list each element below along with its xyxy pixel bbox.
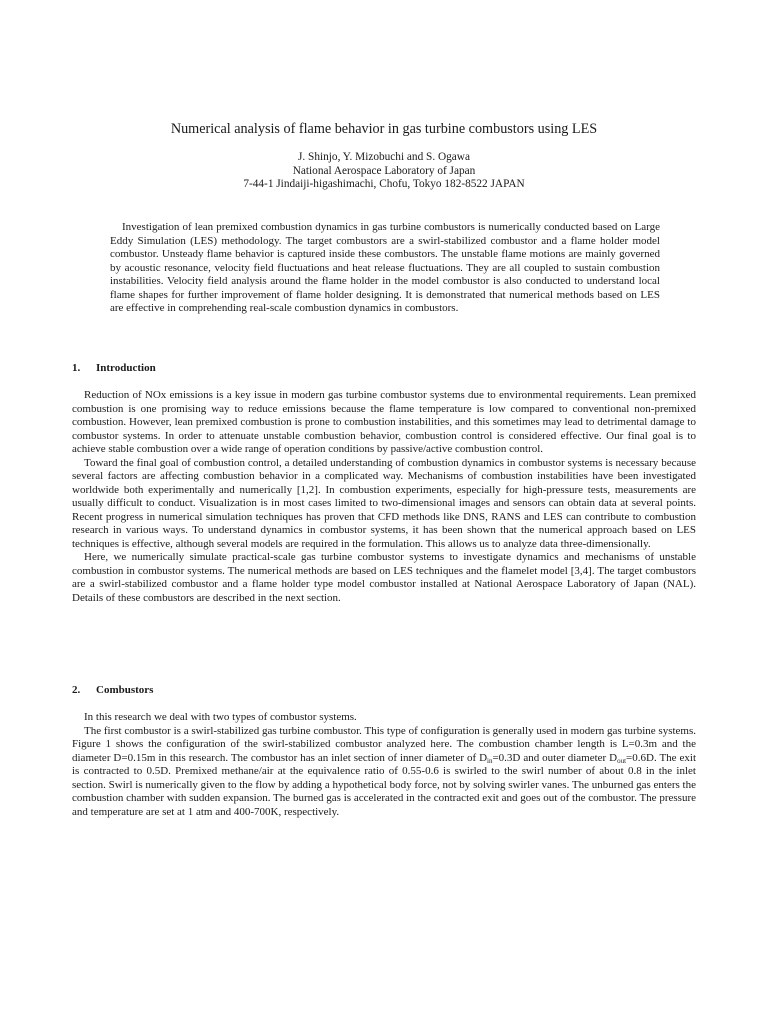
section-number: 1. (72, 362, 81, 374)
section-heading-combustors (72, 683, 153, 697)
paragraph (72, 725, 696, 820)
subscript-out: out (617, 756, 627, 765)
abstract: Investigation of lean premixed combustion dynamics in gas turbine combustors is numerically conducted based on Large Eddy Simulation (LES) methodology. The target combustors are a swirl-stabilized combustor and a flame holder model combustor. Unsteady flame behavior is captured inside these combustors. The unstable flame motions are mainly governed by acoustic resonance, velocity field fluctuations and heat release fluctuations. They are all coupled to sustain combustion instabilities. Velocity field analysis around the flame holder in the model combustor is also conducted to understand local flame shapes for further improvement of flame holder designing. It is demonstrated that numerical methods based on LES are effective in comprehending real-scale combustion dynamics in combustors. (110, 221, 660, 314)
paragraph: Toward the final goal of combustion control, a detailed understanding of combustion dynamics in combustor systems is necessary because several factors are affecting combustion behavior in a complicated way. Mechanisms of combustion instabilities have been investigated worldwide both experimentally and numerically [1,2]. In combustion experiments, especially for high-pressure tests, measurements are usually difficult to conduct. Visualization is in most cases limited to two-dimensional images and sensors can obtain data at several points. Recent progress in numerical simulation techniques has proven that CFD methods like DNS, RANS and LES can contribute to combustion research in various ways. To understand dynamics in combustor systems, it has been shown that the numerical approach based on LES techniques is effective, although several models are required in the formulation. This allows us to analyze data three-dimensionally. (72, 456, 696, 550)
paragraph: Reduction of NOx emissions is a key issue in modern gas turbine combustor systems due to environmental requirements. Lean premixed combustion is one promising way to reduce emissions because the flame temperature is low compared to conventional non-premixed combustion. However, lean premixed combustion is prone to combustion instabilities, and this sometimes may lead to detrimental damage to combustor systems. In order to attenuate unstable combustion behavior, combustion control is considered effective. Our final goal is to achieve stable combustion over a wide range of operation conditions by passive/active combustion control. (72, 389, 696, 455)
section-heading-introduction (72, 361, 156, 375)
combustors-body (72, 711, 696, 819)
subscript-in: in (487, 756, 493, 765)
paragraph: Here, we numerically simulate practical-scale gas turbine combustor systems to investigate dynamics and mechanisms of unstable combustion in combustor systems. The numerical methods are based on LES techniques and the flamelet model [3,4]. The target combustors are a swirl-stabilized combustor and a flame holder type model combustor installed at National Aerospace Laboratory of Japan (NAL). Details of these combustors are described in the next section. (72, 551, 696, 604)
authors: J. Shinjo, Y. Mizobuchi and S. Ogawa (298, 151, 470, 163)
paper-title: Numerical analysis of flame behavior in gas turbine combustors using LES (170, 121, 598, 137)
address: 7-44-1 Jindaiji-higashimachi, Chofu, Tokyo 182-8522 JAPAN (243, 178, 525, 190)
text-run: =0.6D. The exit is contracted to 0.5D. Premixed methane/air at the equivalence ratio of 0.55-0.6 is swirled to the swirl number of about 0.8 in the inlet section. Swirl is numerically given to the flow by adding a hypothetical body force, not by solving swirler vanes. The unburned gas enters the combustion chamber with sudden expansion. The burned gas is accelerated in the contracted exit and goes out of the combustor. The pressure and temperature are set at 1 atm and 400-700K, respectively. (72, 751, 696, 818)
paragraph: In this research we deal with two types of combustor systems. (84, 711, 357, 723)
author-block (0, 151, 768, 192)
text-run: =0.3D and outer diameter D (492, 751, 618, 764)
section-title: Combustors (96, 684, 154, 696)
affiliation: National Aerospace Laboratory of Japan (292, 164, 476, 177)
section-number: 2. (72, 684, 81, 696)
introduction-body (72, 389, 696, 605)
text-run: The first combustor is a swirl-stabilized gas turbine combustor. This type of configuration is generally used in modern gas turbine systems. Figure 1 shows the configuration of the swirl-stabilized combustor analyzed here. The combustion chamber length is L=0.3m and the diameter D=0.15m in this research. The combustor has an inlet section of inner diameter of D (72, 724, 696, 764)
section-title: Introduction (96, 362, 156, 374)
